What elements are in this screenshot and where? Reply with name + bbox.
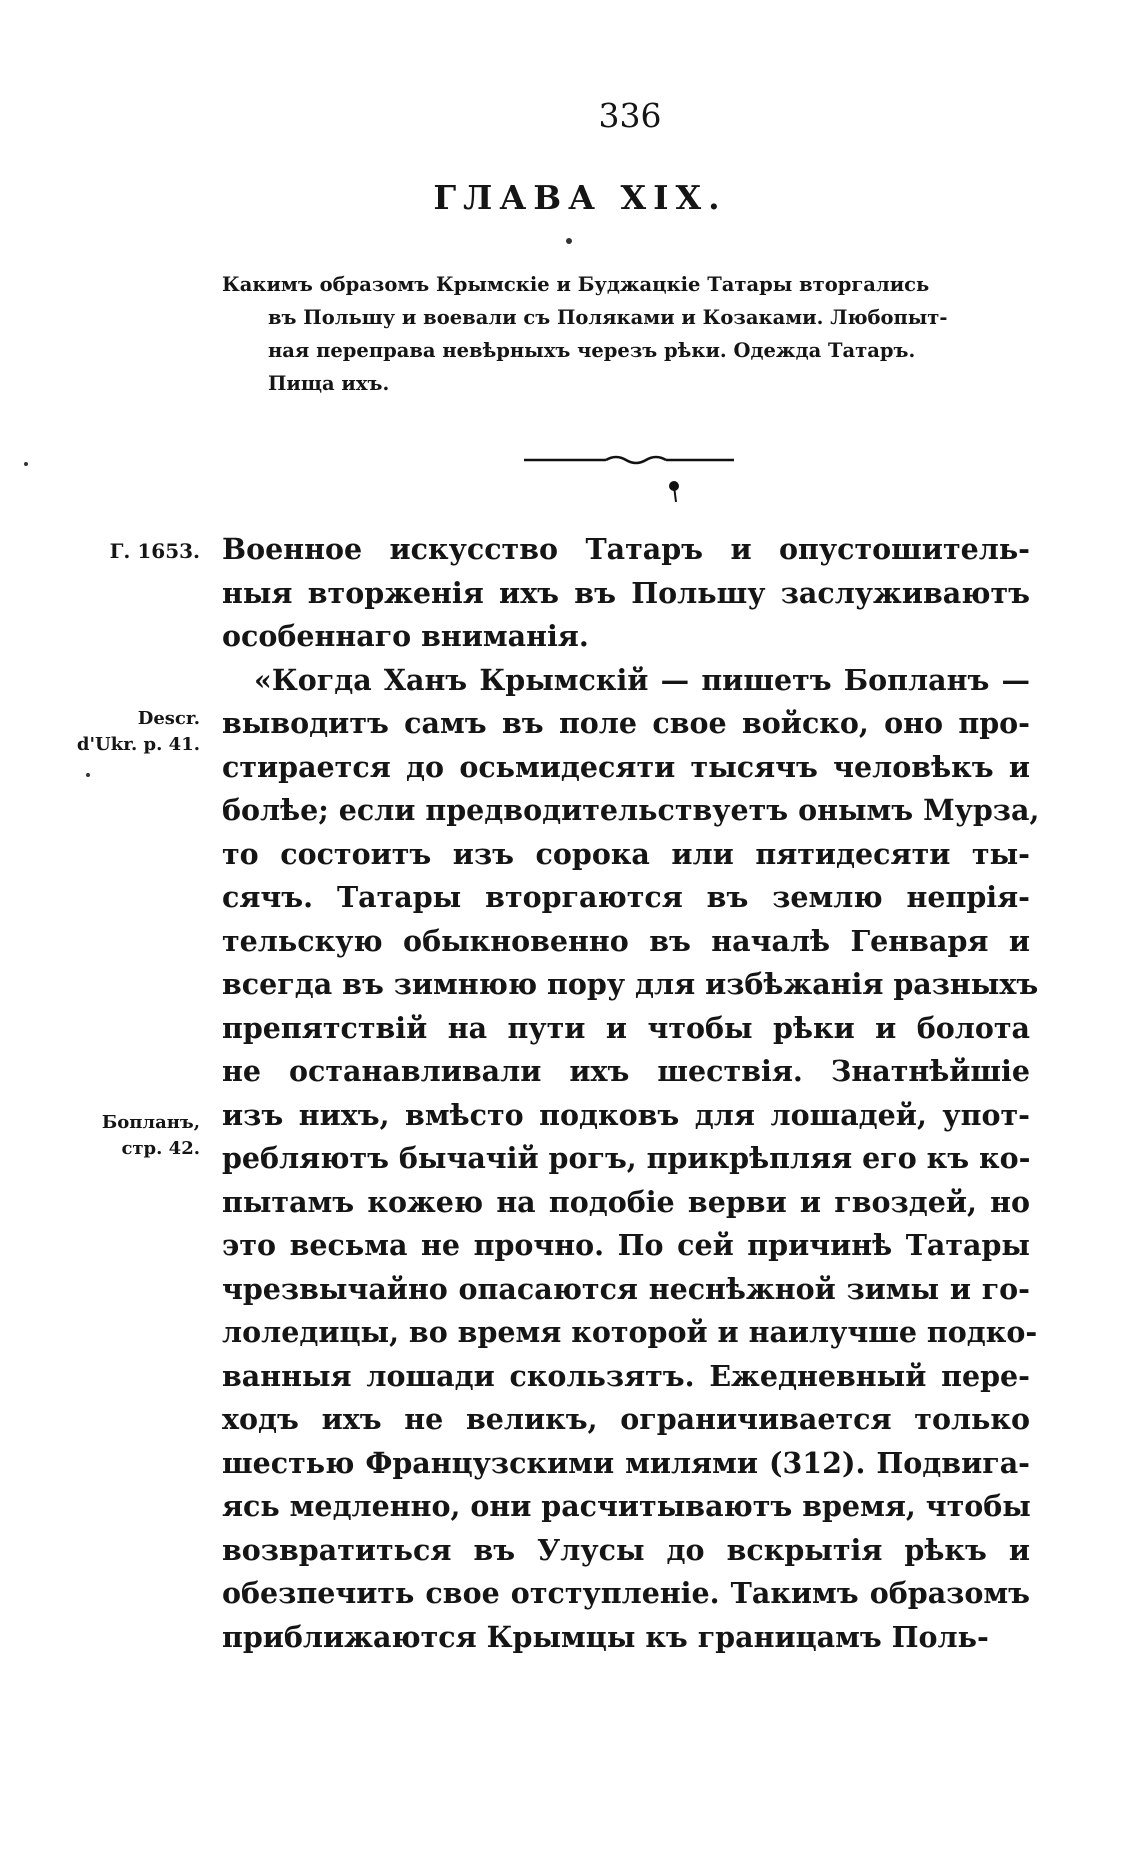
chapter-summary [222, 268, 1030, 400]
text-line: лоледицы, во время которой и наилучше подко- [222, 1315, 1038, 1349]
margin-note-boplan [60, 1110, 200, 1162]
text-line: чрезвычайно опасаются неснѣжной зимы и го- [222, 1271, 1030, 1306]
page-number: 336 [598, 96, 662, 135]
body-text [222, 528, 1040, 1659]
text-line: шестью Французскими милями (312). Подвига- [222, 1445, 1030, 1480]
summary-line: въ Польшу и воевали съ Поляками и Козаками. Любопыт- [268, 306, 948, 329]
margin-note-year: Г. 1653. [109, 539, 200, 563]
print-speck [86, 773, 90, 777]
print-speck [566, 238, 572, 244]
text-line: ясь медленно, они расчитываютъ время, чтобы [222, 1489, 1031, 1523]
text-line: изъ нихъ, вмѣсто подковъ для лошадей, упот- [222, 1097, 1030, 1132]
chapter-title: ГЛАВА XIX. [433, 178, 727, 217]
text-line: не останавливали ихъ шествія. Знатнѣйшіе [222, 1054, 1030, 1088]
text-line: особеннаго вниманія. [222, 619, 589, 653]
margin-note-line: d'Ukr. p. 41. [76, 734, 200, 755]
text-line: стирается до осьмидесяти тысячъ человѣкъ и [222, 749, 1030, 784]
summary-line: Какимъ образомъ Крымскіе и Буджацкіе Татары вторгались [222, 273, 930, 296]
text-line: ныя вторженія ихъ въ Польшу заслуживаютъ [222, 575, 1030, 610]
text-line: то состоитъ изъ сорока или пятидесяти ты- [222, 836, 1030, 871]
text-line: ванныя лошади скользятъ. Ежедневный пере- [222, 1358, 1030, 1393]
text-line: тельскую обыкновенно въ началѣ Генваря и [222, 923, 1030, 958]
text-line: сячъ. Татары вторгаются въ землю непрія- [222, 880, 1030, 914]
margin-note-line: Descr. [137, 708, 200, 729]
ornament-divider-icon [520, 446, 740, 506]
text-line: обезпечить свое отступленіе. Такимъ образомъ [222, 1576, 1030, 1610]
print-speck [24, 462, 28, 466]
text-line: «Когда Ханъ Крымскій — пишетъ Бопланъ — [254, 662, 1030, 697]
text-line: возвратиться въ Улусы до вскрытія рѣкъ и [222, 1532, 1030, 1567]
summary-line: Пища ихъ. [268, 372, 390, 395]
text-line: выводитъ самъ въ поле свое войско, оно про- [222, 706, 1030, 740]
text-line: Военное искусство Татаръ и опустошитель- [222, 532, 1030, 566]
text-line: пытамъ кожею на подобіе верви и гвоздей, но [222, 1184, 1030, 1219]
text-line: это весьма не прочно. По сей причинѣ Татары [222, 1228, 1030, 1262]
text-line: приближаются Крымцы къ границамъ Поль- [222, 1619, 989, 1654]
text-line: ходъ ихъ не великъ, ограничивается только [222, 1402, 1030, 1436]
text-line: всегда въ зимнюю пору для избѣжанія разныхъ [222, 967, 1039, 1001]
text-line: болѣе; если предводительствуетъ онымъ Мурза, [222, 793, 1040, 827]
margin-note-line: Бопланъ, [101, 1112, 200, 1133]
text-line: препятствій на пути и чтобы рѣки и болота [222, 1010, 1030, 1045]
text-line: ребляютъ бычачій рогъ, прикрѣпляя его къ ко- [222, 1141, 1031, 1175]
margin-note-description [60, 706, 200, 758]
margin-note-line: стр. 42. [121, 1138, 200, 1159]
summary-line: ная переправа невѣрныхъ черезъ рѣки. Одежда Татаръ. [268, 339, 916, 362]
